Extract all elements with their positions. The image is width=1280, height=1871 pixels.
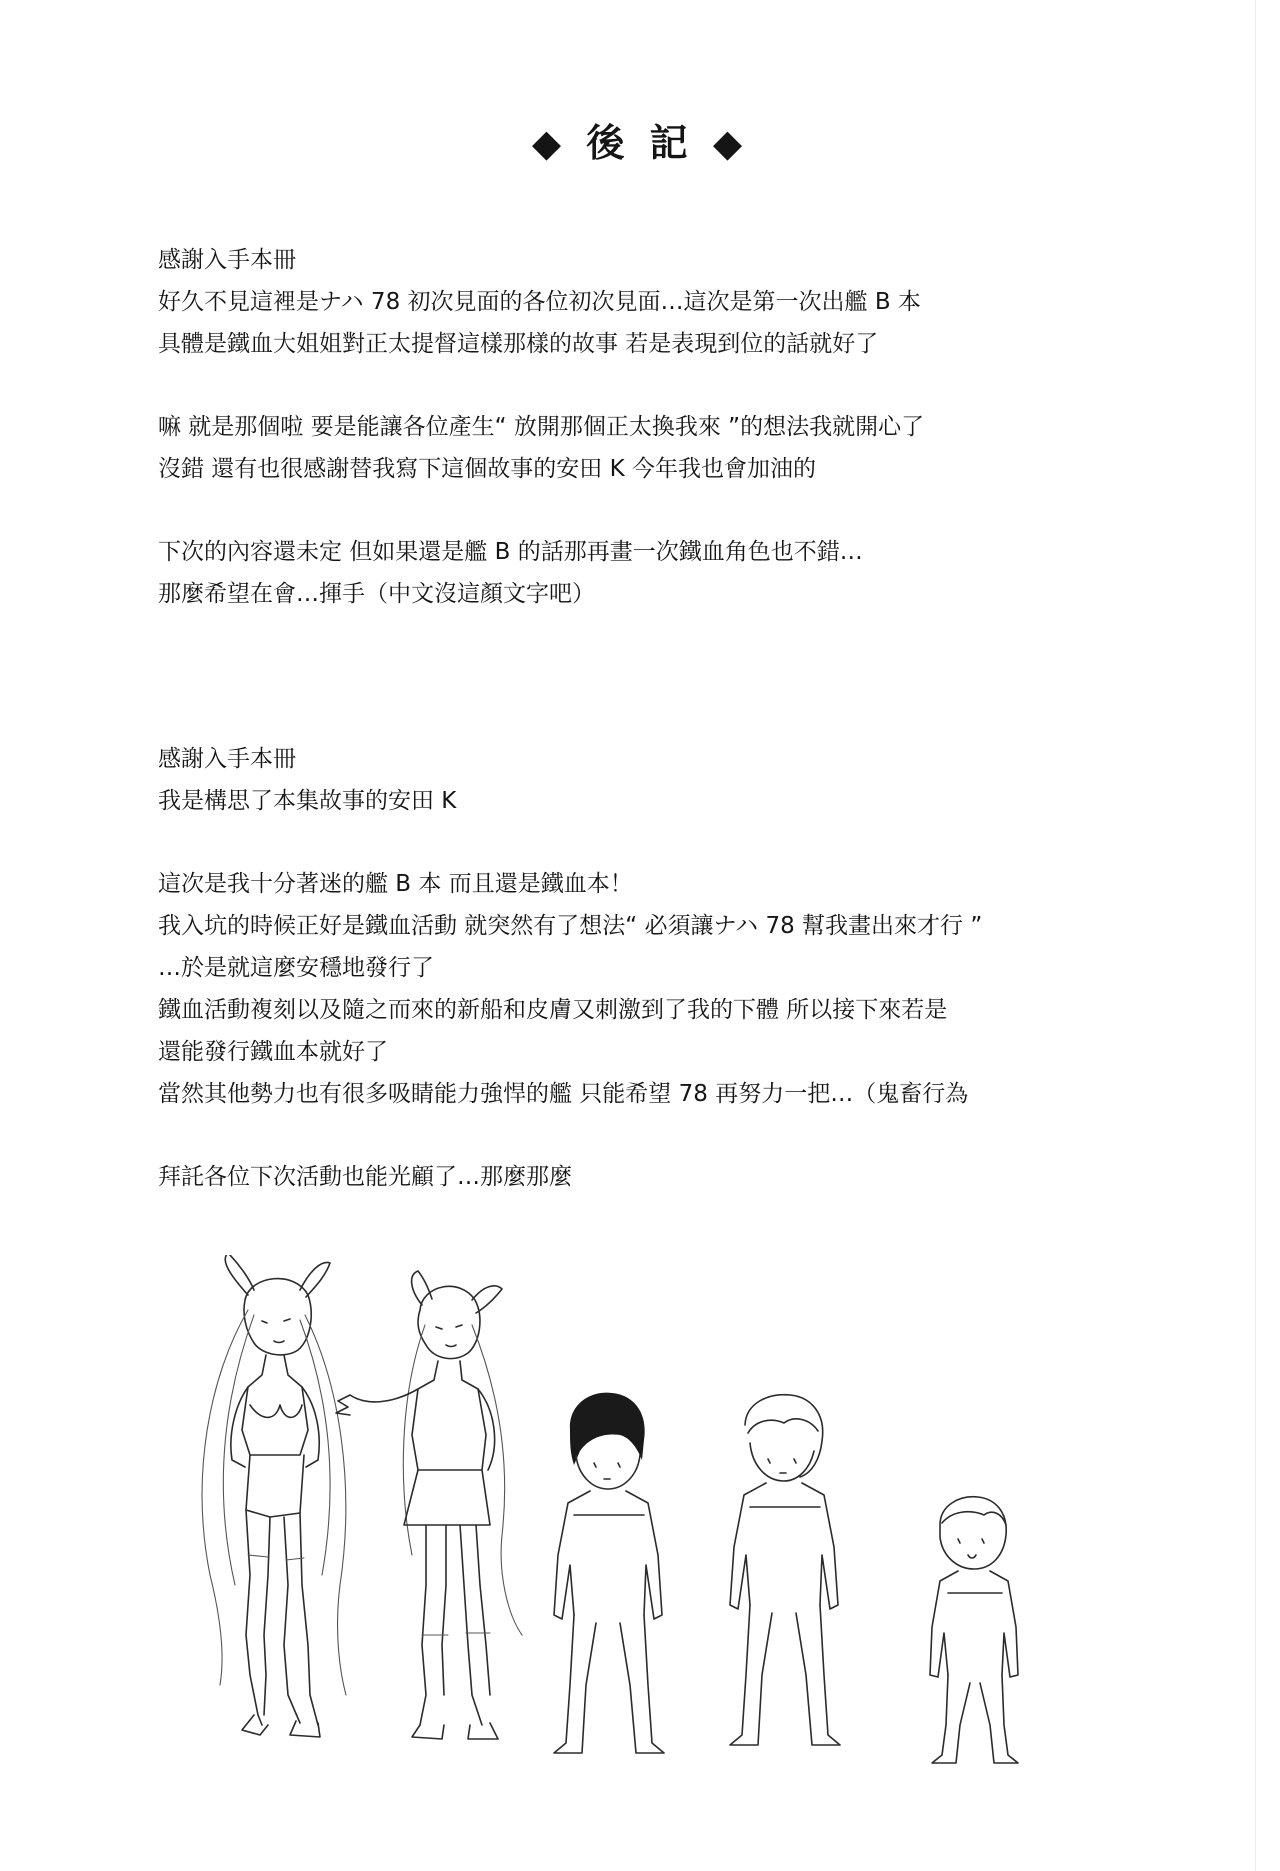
figure-boy-light-hair bbox=[730, 1395, 840, 1745]
text-line: 嘛 就是那個啦 要是能讓各位產生“ 放開那個正太換我來 ”的想法我就開心了 bbox=[158, 414, 925, 440]
afterword-section-2 bbox=[158, 738, 1138, 1198]
text-line: 具體是鐵血大姐姐對正太提督這樣那樣的故事 若是表現到位的話就好了 bbox=[158, 331, 879, 357]
text-line: 我入坑的時候正好是鐵血活動 就突然有了想法“ 必須讓ナハ 78 幫我畫出來才行 ” bbox=[158, 913, 983, 939]
text-line: 這次是我十分著迷的艦 B 本 而且還是鐵血本！ bbox=[158, 871, 633, 897]
text-line: 我是構思了本集故事的安田 K bbox=[158, 788, 457, 814]
character-sketch-svg bbox=[150, 1255, 1120, 1815]
text-line: 沒錯 還有也很感謝替我寫下這個故事的安田 K 今年我也會加油的 bbox=[158, 456, 817, 482]
scan-edge-line bbox=[1255, 0, 1256, 1871]
text-line: 好久不見這裡是ナハ 78 初次見面的各位初次見面…這次是第一次出艦 B 本 bbox=[158, 289, 921, 315]
text-line: 感謝入手本冊 bbox=[158, 746, 296, 772]
figure-small-boy bbox=[930, 1497, 1018, 1763]
text-line: 那麼希望在會…揮手（中文沒這顏文字吧） bbox=[158, 581, 595, 607]
text-line: …於是就這麼安穩地發行了 bbox=[158, 955, 434, 981]
text-line: 還能發行鐵血本就好了 bbox=[158, 1039, 388, 1065]
text-line: 拜託各位下次活動也能光顧了…那麼那麼 bbox=[158, 1164, 572, 1190]
figure-gesturing-woman bbox=[336, 1271, 522, 1739]
page-title: ◆ 後 記 ◆ bbox=[531, 121, 749, 166]
afterword-section-1 bbox=[158, 239, 1138, 615]
text-line: 鐵血活動複刻以及隨之而來的新船和皮膚又刺激到了我的下體 所以接下來若是 bbox=[158, 997, 948, 1023]
figure-boy-dark-hair bbox=[554, 1393, 664, 1753]
figure-tall-woman bbox=[202, 1255, 346, 1737]
text-line: 感謝入手本冊 bbox=[158, 247, 296, 273]
text-line: 下次的內容還未定 但如果還是艦 B 的話那再畫一次鐵血角色也不錯… bbox=[158, 539, 863, 565]
text-line: 當然其他勢力也有很多吸睛能力強悍的艦 只能希望 78 再努力一把…（鬼畜行為 bbox=[158, 1081, 969, 1107]
character-sketch-illustration bbox=[150, 1255, 1120, 1815]
